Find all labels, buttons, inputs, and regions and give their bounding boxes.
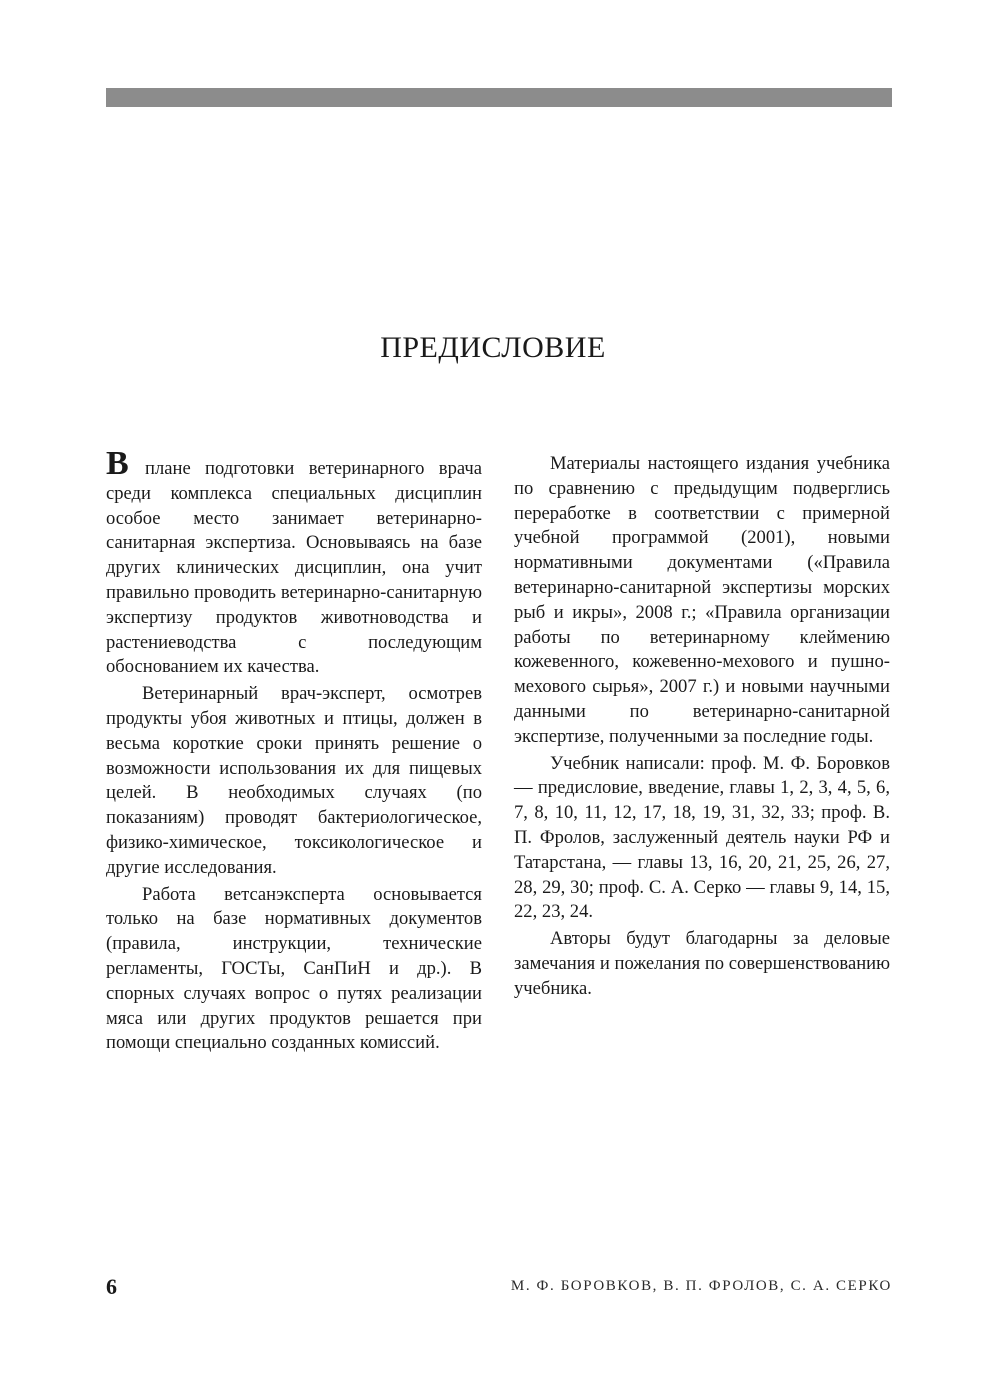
running-footer-authors: М. Ф. БОРОВКОВ, В. П. ФРОЛОВ, С. А. СЕРКО [510, 1278, 892, 1294]
paragraph-intro [106, 445, 482, 680]
paragraph-expert: Ветеринарный врач-эксперт, осмотрев продукты убоя животных и птицы, должен в весьма короткие сроки принять решение о возможности использования их для пищевых целей. В необходимых случаях (по показаниям) проводят бактериологическое, физико-химическое, токсикологическое и другие исследования. [106, 683, 482, 878]
right-column [514, 452, 890, 1004]
page-title: ПРЕДИСЛОВИЕ [380, 331, 606, 364]
paragraph-authors: Учебник написали: проф. М. Ф. Боровков — предисловие, введение, главы 1, 2, 3, 4, 5, 6, 7, 8, 10, 11, 12, 17, 18, 19, 31, 32, 33; проф. В. П. Фролов, заслуженный деятель науки РФ и Татарстана, — главы 13, 16, 20, 21, 25, 26, 27, 28, 29, 30; проф. С. А. Серко — главы 9, 14, 15, 22, 23, 24. [514, 752, 890, 923]
paragraph-intro-text: плане подготовки ветеринарного врача среди комплекса специальных дисциплин особое место занимает ветеринарно-санитарная экспертиза. Основываясь на базе других клинических дисциплин, она учит правильно проводить ветеринарно-санитарную экспертизу продуктов животноводства и растениеводства с последующим обоснованием их качества. [106, 458, 482, 678]
paragraph-materials: Материалы настоящего издания учебника по сравнению с предыдущим подверглись переработке в соответствии с примерной учебной программой (2001), новыми нормативными документами («Правила ветеринарно-санитарной экспертизы морских рыб и икры», 2008 г.; «Правила организации работы по ветеринарному клеймению кожевенного, кожевенно-мехового и пушно-мехового сырья», 2007 г.) и новыми научными данными по ветеринарно-санитарной экспертизе, полученными за последние годы. [514, 453, 890, 747]
drop-cap: В [106, 445, 129, 482]
left-column [106, 445, 482, 1058]
page-number: 6 [106, 1274, 117, 1299]
paragraph-thanks: Авторы будут благодарны за деловые замечания и пожелания по совершенствованию учебника. [514, 928, 890, 999]
header-rule [106, 88, 892, 107]
paragraph-work: Работа ветсанэксперта основывается только на базе нормативных документов (правила, инструкции, технические регламенты, ГОСТы, СанПиН и др.). В спорных случаях вопрос о путях реализации мяса или других продуктов решается при помощи специально созданных комиссий. [106, 883, 482, 1054]
